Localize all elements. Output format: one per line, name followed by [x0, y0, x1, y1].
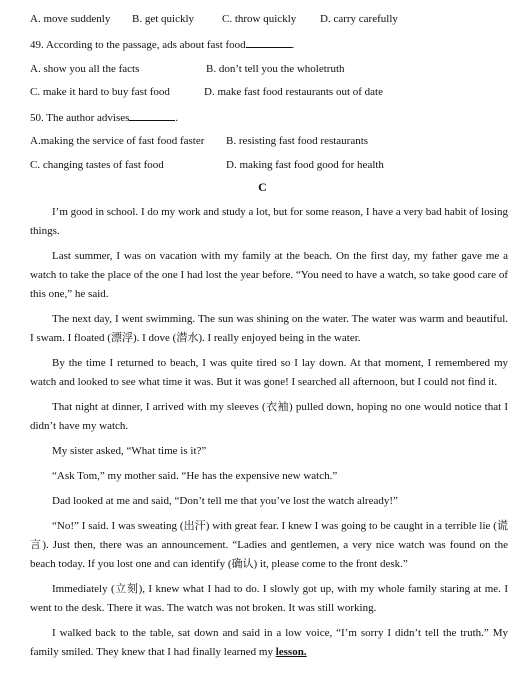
q50-option-c: C. changing tastes of fast food [30, 159, 164, 171]
last-paragraph-text: I walked back to the table, sat down and said in a low voice, “I’m sorry I didn’t tell the truth.” My family smiled. They knew that I had finally learned my [30, 627, 508, 658]
passage-paragraph-6: My sister asked, “What time is it?” [52, 445, 207, 457]
q50-stem-end: . [175, 112, 179, 124]
passage-paragraph-7: “Ask Tom,” my mother said. “He has the expensive new watch.” [52, 470, 338, 482]
passage-paragraph-5: That night at dinner, I arrived with my sleeves (衣袖) pulled down, hoping no one would notice that I didn’t have my watch. [30, 401, 508, 432]
passage-paragraph-11 [30, 624, 508, 662]
passage [30, 203, 508, 662]
passage-paragraph-1: I’m good in school. I do my work and study a lot, but for some reason, I have a very bad habit of losing things. [30, 206, 508, 237]
q50-answer-blank [129, 109, 175, 121]
q50-stem [30, 109, 178, 125]
q49-option-d: D. make fast food restaurants out of date [204, 86, 383, 98]
q48-option-c: C. throw quickly [222, 13, 297, 25]
q50-option-a: A.making the service of fast food faster [30, 135, 205, 147]
q49-option-c: C. make it hard to buy fast food [30, 86, 170, 98]
q48-option-b: B. get quickly [132, 13, 195, 25]
q49-stem [30, 36, 294, 52]
q50-option-d: D. making fast food good for health [226, 159, 384, 171]
emphasized-word-lesson: lesson. [275, 646, 307, 658]
q48-option-a: A. move suddenly [30, 13, 111, 25]
q50-option-b: B. resisting fast food restaurants [226, 135, 369, 147]
q50-stem-text: 50. The author advises [30, 112, 130, 124]
q49-stem-text: 49. According to the passage, ads about fast food [30, 39, 246, 51]
q49-stem-end: . [291, 39, 295, 51]
passage-paragraph-4: By the time I returned to beach, I was quite tired so I lay down. At that moment, I remembered my watch and looked to see what time it was. But it was gone! I searched all afternoon, but I could not find it. [30, 357, 508, 388]
q49-option-b: B. don’t tell you the wholetruth [206, 63, 345, 75]
passage-paragraph-2: Last summer, I was on vacation with my family at the beach. On the first day, my father gave me a watch to take the place of the one I had lost the year before. “You need to have a watch, so take good care of this one,” he said. [30, 250, 508, 300]
q48-option-d: D. carry carefully [320, 13, 398, 25]
q49-answer-blank [246, 36, 292, 48]
passage-paragraph-8: Dad looked at me and said, “Don’t tell me that you’ve lost the watch already!” [52, 495, 398, 507]
passage-paragraph-10: Immediately (立刻), I knew what I had to do. I slowly got up, with my whole family staring at me. I went to the desk. There it was. The watch was not broken. It was still working. [30, 583, 508, 614]
passage-paragraph-3: The next day, I went swimming. The sun was shining on the water. The water was warm and beautiful. I swam. I floated (漂浮). I dove (潜水). I really enjoyed being in the water. [30, 313, 508, 344]
section-heading: C [258, 180, 267, 194]
passage-paragraph-9: “No!” I said. I was sweating (出汗) with great fear. I knew I was going to be caught in a terrible lie (谎言). Just then, there was an announcement. “Ladies and gentlemen, a very nice watch was found on the beach today. If you lost one and can identify (确认) it, please come to the front desk.” [30, 520, 508, 570]
q49-option-a: A. show you all the facts [30, 63, 140, 75]
